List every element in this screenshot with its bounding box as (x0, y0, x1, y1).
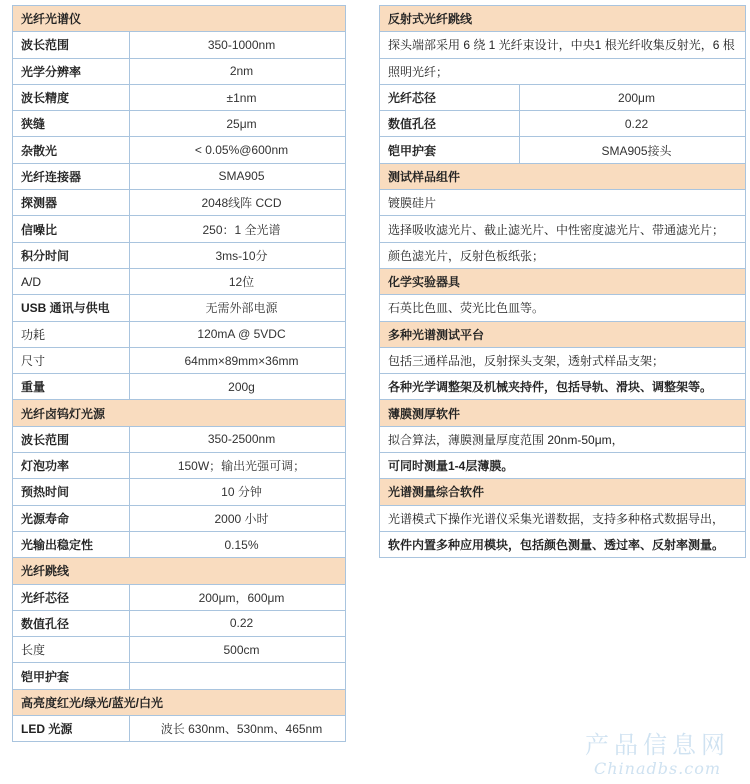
spec-row (13, 374, 346, 400)
spec-label: 灯泡功率 (13, 453, 130, 479)
spec-value: 3ms-10分 (130, 242, 346, 268)
spec-value: ±1nm (130, 84, 346, 110)
spec-value: 200μm (520, 84, 746, 110)
spec-row (380, 84, 746, 110)
spec-label: 铠甲护套 (13, 663, 130, 689)
description-row (380, 32, 746, 58)
spec-value: 0.15% (130, 531, 346, 557)
section-header: 光谱测量综合软件 (380, 479, 746, 505)
description-row (380, 216, 746, 242)
spec-label: 功耗 (13, 321, 130, 347)
spec-value: 0.22 (130, 610, 346, 636)
spec-value: < 0.05%@600nm (130, 137, 346, 163)
section-header: 反射式光纤跳线 (380, 6, 746, 32)
spec-label: 尺寸 (13, 347, 130, 373)
spec-row (13, 531, 346, 557)
section-header: 测试样品组件 (380, 163, 746, 189)
spec-row (380, 137, 746, 163)
section-header: 化学实验器具 (380, 268, 746, 294)
spec-label: 光纤芯径 (13, 584, 130, 610)
spec-label: 光纤芯径 (380, 84, 520, 110)
spec-row (13, 347, 346, 373)
spec-label: 数值孔径 (13, 610, 130, 636)
spec-label: 重量 (13, 374, 130, 400)
spec-label: USB 通讯与供电 (13, 295, 130, 321)
section-header: 高亮度红光/绿光/蓝光/白光 (13, 689, 346, 715)
spec-value: 150W；输出光强可调； (130, 453, 346, 479)
spec-row (13, 453, 346, 479)
section-header-row (380, 400, 746, 426)
spec-row (13, 716, 346, 742)
spec-label: 杂散光 (13, 137, 130, 163)
spec-label: 积分时间 (13, 242, 130, 268)
section-header-row (380, 6, 746, 32)
spec-label: 预热时间 (13, 479, 130, 505)
spec-value: 64mm×89mm×36mm (130, 347, 346, 373)
spec-label: 数值孔径 (380, 111, 520, 137)
description-row (380, 531, 746, 557)
spec-label: 光输出稳定性 (13, 531, 130, 557)
spec-value (130, 663, 346, 689)
spec-value: 120mA @ 5VDC (130, 321, 346, 347)
section-header: 多种光谱测试平台 (380, 321, 746, 347)
spec-value: 无需外部电源 (130, 295, 346, 321)
spec-row (13, 216, 346, 242)
spec-row (13, 190, 346, 216)
spec-row (13, 479, 346, 505)
spec-label: 波长范围 (13, 426, 130, 452)
spec-value: 波长 630nm、530nm、465nm (130, 716, 346, 742)
spec-row (13, 505, 346, 531)
spec-row (13, 111, 346, 137)
spec-value: 2nm (130, 58, 346, 84)
site-watermark (585, 732, 730, 778)
spec-value: 350-2500nm (130, 426, 346, 452)
spec-row (380, 111, 746, 137)
spec-row (13, 268, 346, 294)
watermark-english: Chinadbs.com (593, 758, 722, 778)
spec-label: 波长精度 (13, 84, 130, 110)
section-header: 光纤卤钨灯光源 (13, 400, 346, 426)
spec-label: A/D (13, 268, 130, 294)
spec-value: 12位 (130, 268, 346, 294)
description-text: 石英比色皿、荧光比色皿等。 (380, 295, 746, 321)
spec-value: 500cm (130, 637, 346, 663)
spec-label: 光纤连接器 (13, 163, 130, 189)
spec-value: 2000 小时 (130, 505, 346, 531)
description-row (380, 453, 746, 479)
spec-value: SMA905接头 (520, 137, 746, 163)
spec-row (13, 584, 346, 610)
description-row (380, 295, 746, 321)
spec-value: 0.22 (520, 111, 746, 137)
section-header: 薄膜测厚软件 (380, 400, 746, 426)
spec-row (13, 32, 346, 58)
description-text: 可同时测量1-4层薄膜。 (380, 453, 746, 479)
description-row (380, 242, 746, 268)
spec-label: 光学分辨率 (13, 58, 130, 84)
spec-label: LED 光源 (13, 716, 130, 742)
spec-value: 250：1 全光谱 (130, 216, 346, 242)
spec-row (13, 137, 346, 163)
spec-label: 波长范围 (13, 32, 130, 58)
description-row (380, 505, 746, 531)
spec-row (13, 58, 346, 84)
spec-row (13, 295, 346, 321)
description-text: 软件内置多种应用模块，包括颜色测量、透过率、反射率测量。 (380, 531, 746, 557)
section-header-row (13, 6, 346, 32)
section-header-row (13, 689, 346, 715)
section-header: 光纤跳线 (13, 558, 346, 584)
description-text: 探头端部采用 6 绕 1 光纤束设计，中央1 根光纤收集反射光，6 根 (380, 32, 746, 58)
spec-row (13, 321, 346, 347)
description-text: 包括三通样品池，反射探头支架，透射式样品支架； (380, 347, 746, 373)
spec-value: 350-1000nm (130, 32, 346, 58)
description-row (380, 426, 746, 452)
spec-row (13, 84, 346, 110)
section-header-row (380, 321, 746, 347)
section-header-row (380, 163, 746, 189)
section-header-row (380, 268, 746, 294)
section-header-row (13, 558, 346, 584)
description-row (380, 347, 746, 373)
spec-label: 探测器 (13, 190, 130, 216)
description-row (380, 58, 746, 84)
spec-row (13, 663, 346, 689)
spec-row (13, 610, 346, 636)
spec-value: 10 分钟 (130, 479, 346, 505)
description-text: 照明光纤； (380, 58, 746, 84)
description-text: 光谱模式下操作光谱仪采集光谱数据，支持多种格式数据导出， (380, 505, 746, 531)
spec-value: 200μm，600μm (130, 584, 346, 610)
description-text: 颜色滤光片，反射色板纸张； (380, 242, 746, 268)
section-header: 光纤光谱仪 (13, 6, 346, 32)
spec-label: 光源寿命 (13, 505, 130, 531)
spec-row (13, 637, 346, 663)
description-text: 各种光学调整架及机械夹持件，包括导轨、滑块、调整架等。 (380, 374, 746, 400)
spec-row (13, 163, 346, 189)
section-header-row (380, 479, 746, 505)
description-text: 拟合算法，薄膜测量厚度范围 20nm-50μm， (380, 426, 746, 452)
section-header-row (13, 400, 346, 426)
description-row (380, 190, 746, 216)
spec-value: 2048线阵 CCD (130, 190, 346, 216)
watermark-chinese: 产品信息网 (585, 731, 730, 760)
spec-value: SMA905 (130, 163, 346, 189)
spec-label: 信噪比 (13, 216, 130, 242)
spec-value: 200g (130, 374, 346, 400)
right-spec-table (379, 5, 746, 558)
description-text: 镀膜硅片 (380, 190, 746, 216)
spec-value: 25μm (130, 111, 346, 137)
spec-row (13, 242, 346, 268)
spec-label: 长度 (13, 637, 130, 663)
description-row (380, 374, 746, 400)
description-text: 选择吸收滤光片、截止滤光片、中性密度滤光片、带通滤光片； (380, 216, 746, 242)
spec-label: 铠甲护套 (380, 137, 520, 163)
left-spec-table (12, 5, 346, 742)
spec-label: 狭缝 (13, 111, 130, 137)
spec-row (13, 426, 346, 452)
